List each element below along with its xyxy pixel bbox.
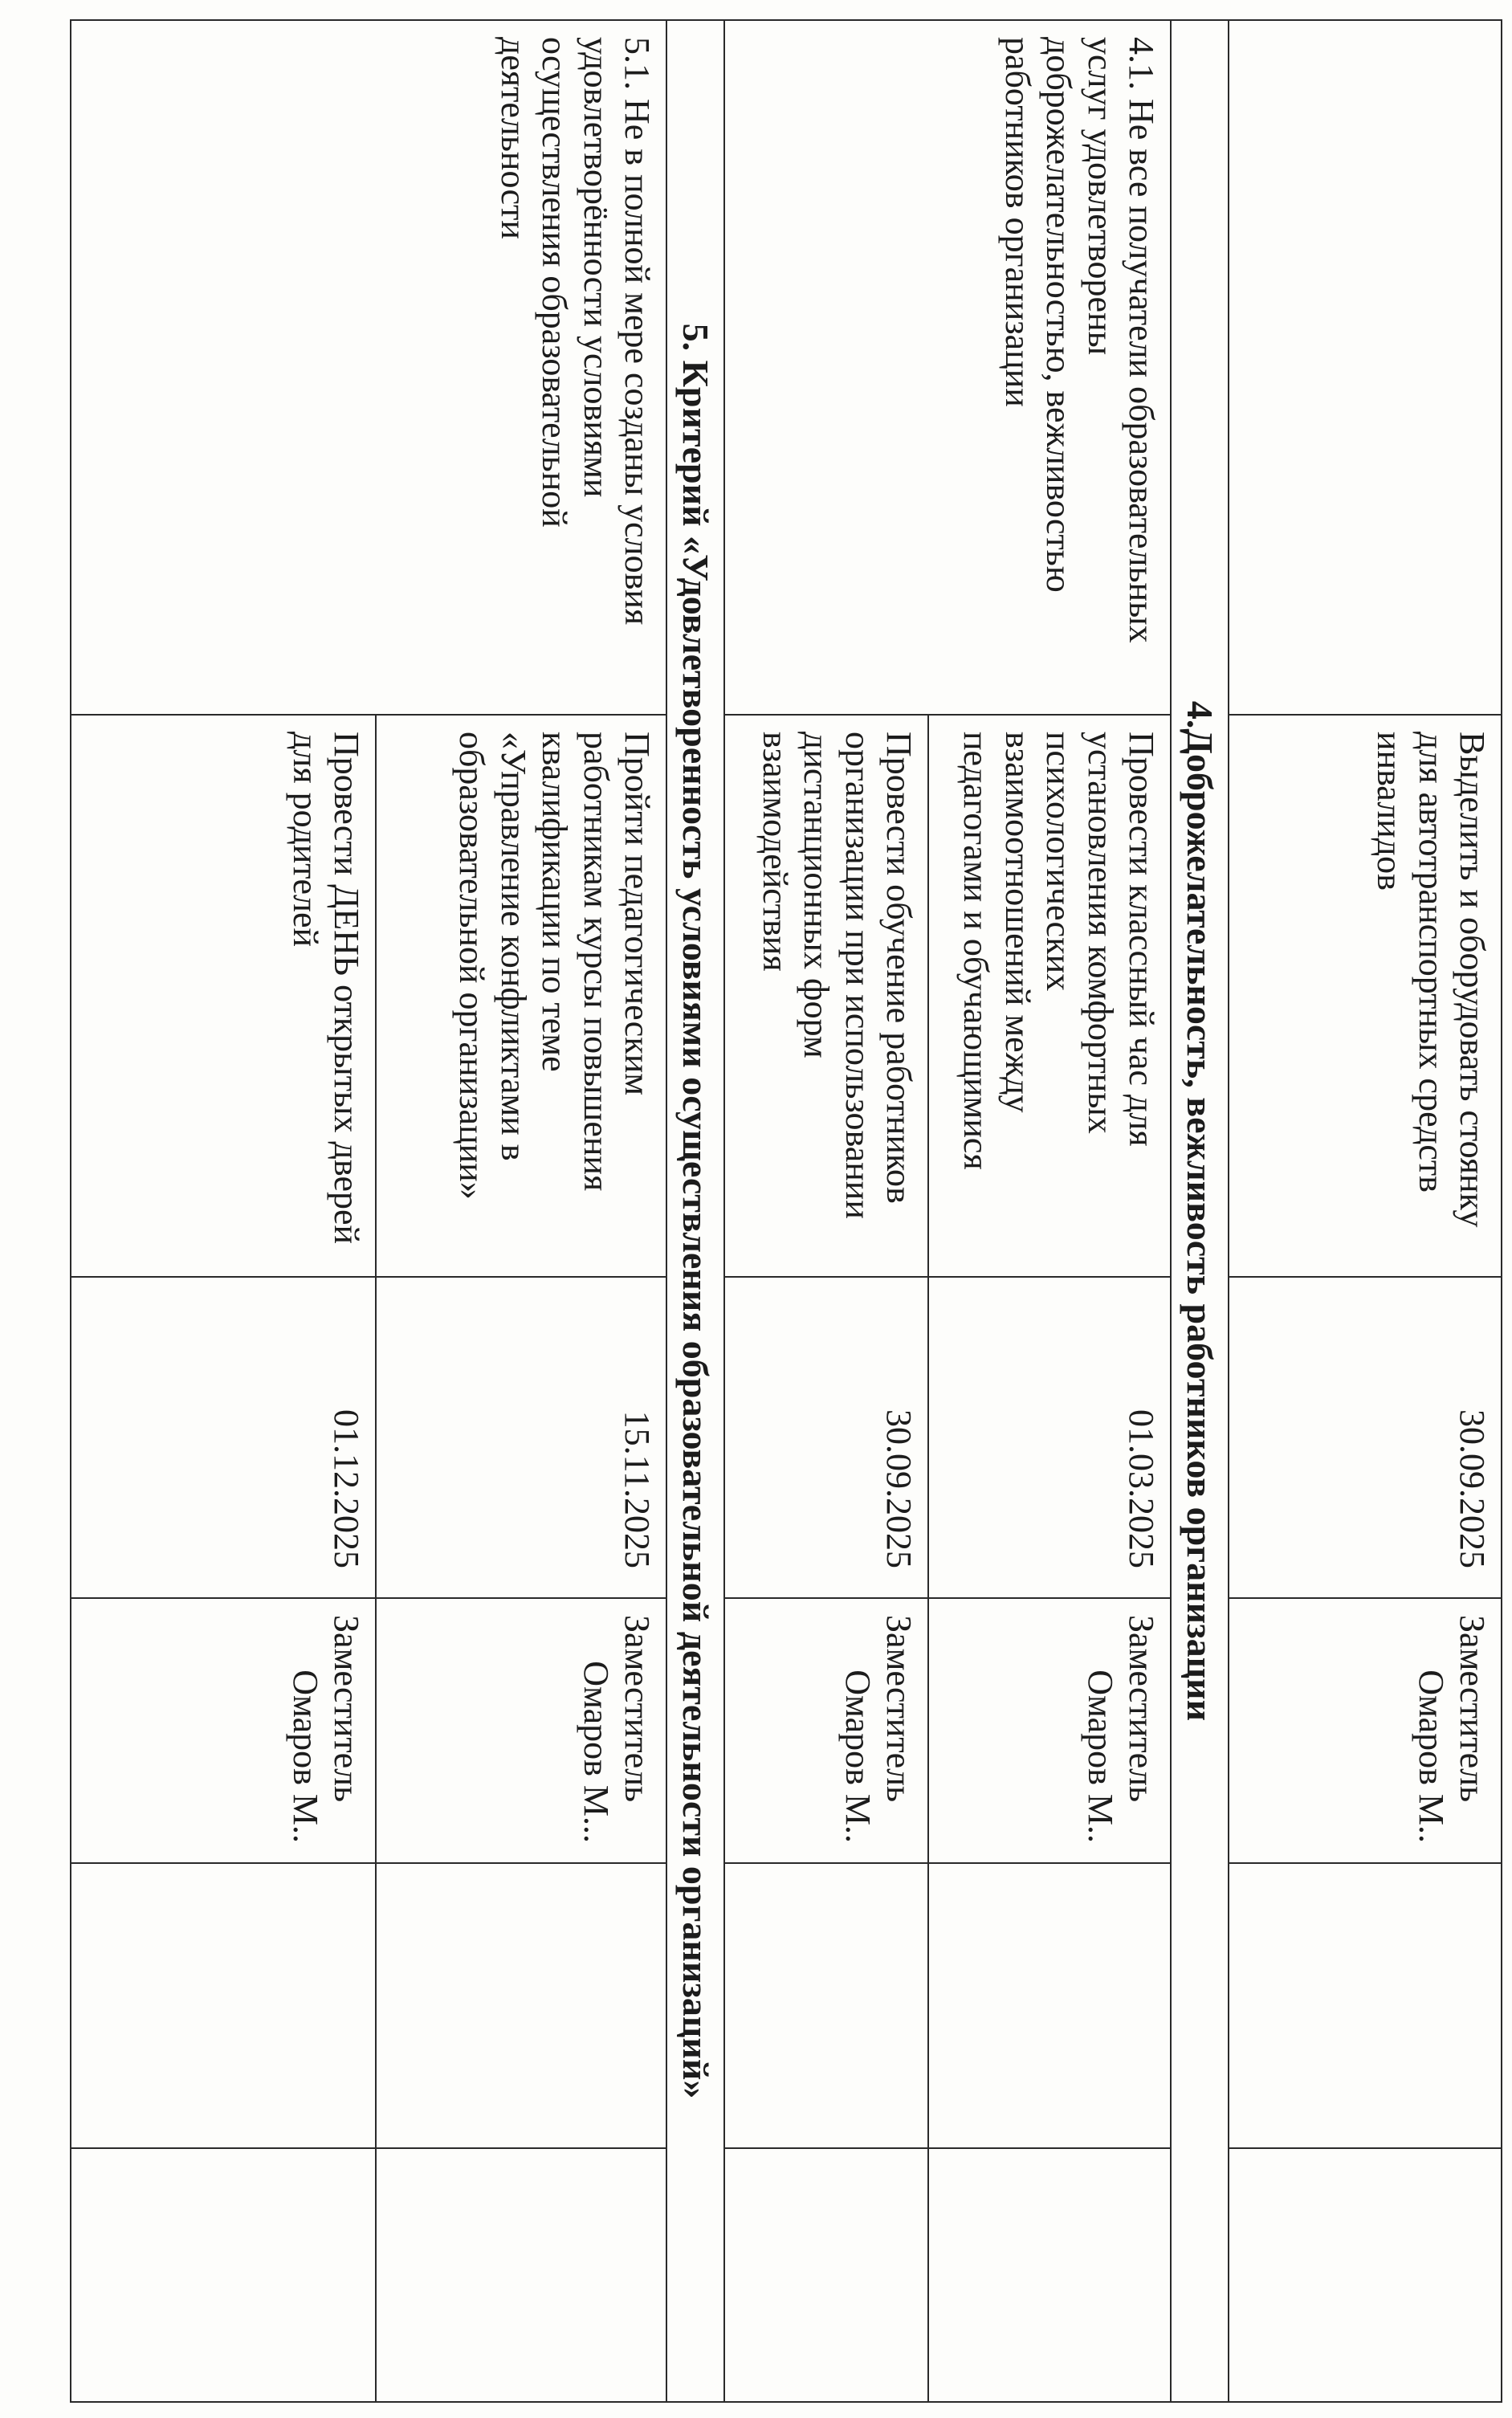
empty-cell: [724, 1863, 928, 2148]
empty-cell: [1229, 1863, 1502, 2148]
empty-cell: [724, 2148, 928, 2402]
section-header-row: [1171, 20, 1229, 2402]
responsible-role: Заместитель: [1453, 1615, 1492, 1803]
problem-cell: [1229, 20, 1502, 715]
responsible-cell: [71, 1598, 376, 1863]
responsible-name: Омаров М..: [285, 1670, 325, 1843]
problem-cell: 5.1. Не в полной мере созданы условия удовлетворённости условиями осуществления образовательной деятельности: [71, 20, 666, 715]
responsible-name: Омаров М..: [1411, 1670, 1451, 1843]
section-5-title: 5. Критерий «Удовлетворенность условиями осуществления образовательной деятельности организаций»: [666, 20, 724, 2402]
responsible-cell: [1229, 1598, 1502, 1863]
responsible-name: Омаров М..: [838, 1670, 878, 1843]
responsible-cell: [376, 1598, 666, 1863]
action-cell: Пройти педагогическим работникам курсы повышения квалификации по теме «Управление конфликтами в образовательной организации»: [376, 715, 666, 1277]
problem-cell: 4.1. Не все получатели образовательных услуг удовлетворены доброжелательностью, вежливостью работников организации: [724, 20, 1171, 715]
date-cell: 30.09.2025: [1229, 1277, 1502, 1598]
improvement-plan-table: [70, 19, 1502, 2403]
responsible-name: Омаров М...: [576, 1661, 616, 1843]
responsible-role: Заместитель: [617, 1615, 658, 1803]
action-cell: Провести ДЕНЬ открытых дверей для родителей: [71, 715, 376, 1277]
responsible-cell: [928, 1598, 1171, 1863]
action-cell: Провести обучение работников организации при использовании дистанционных форм взаимодействия: [724, 715, 928, 1277]
empty-cell: [376, 1863, 666, 2148]
responsible-name: Омаров М..: [1080, 1670, 1120, 1843]
date-cell: 30.09.2025: [724, 1277, 928, 1598]
responsible-role: Заместитель: [327, 1615, 367, 1803]
section-4-title: 4.Доброжелательность, вежливость работников организации: [1171, 20, 1229, 2402]
action-cell: Провести классный час для установления комфортных психологических взаимоотношений между педагогами и обучающимися: [928, 715, 1171, 1277]
date-cell: 01.12.2025: [71, 1277, 376, 1598]
date-cell: 01.03.2025: [928, 1277, 1171, 1598]
table-row: [376, 20, 666, 2402]
empty-cell: [71, 2148, 376, 2402]
empty-cell: [376, 2148, 666, 2402]
date-cell: 15.11.2025: [376, 1277, 666, 1598]
table-row: [1229, 20, 1502, 2402]
action-cell: Выделить и оборудовать стоянку для автотранспортных средств инвалидов: [1229, 715, 1502, 1277]
empty-cell: [928, 2148, 1171, 2402]
responsible-role: Заместитель: [879, 1615, 919, 1803]
table-row: [928, 20, 1171, 2402]
responsible-cell: [724, 1598, 928, 1863]
empty-cell: [1229, 2148, 1502, 2402]
empty-cell: [928, 1863, 1171, 2148]
section-header-row: [666, 20, 724, 2402]
responsible-role: Заместитель: [1122, 1615, 1162, 1803]
empty-cell: [71, 1863, 376, 2148]
